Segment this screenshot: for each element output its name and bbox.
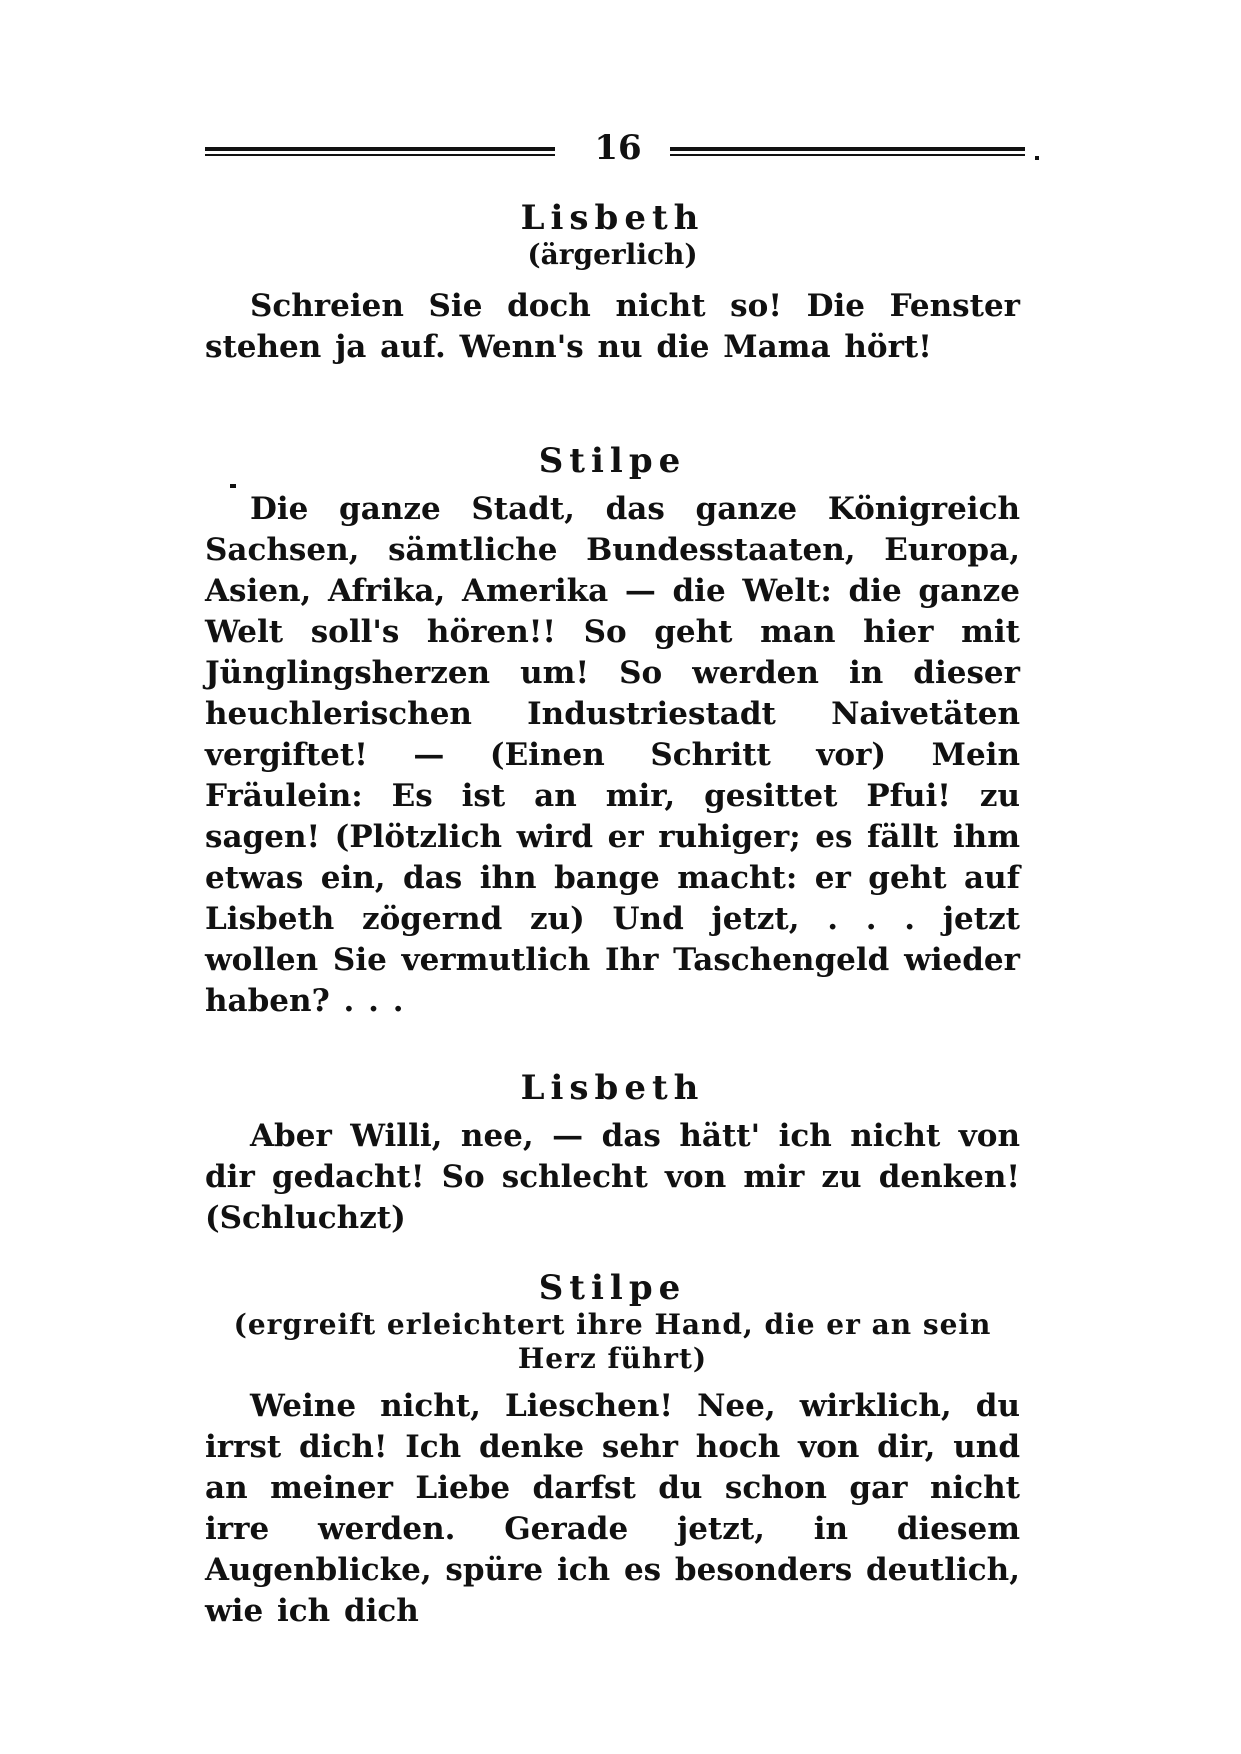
header-rule-right — [670, 147, 1025, 151]
dialogue-text: Schreien Sie doch nicht so! Die Fenster stehen ja auf. Wenn's nu die Mama hört! — [205, 288, 1020, 365]
speaker-name: Lisbeth — [520, 1068, 705, 1108]
speaker-name: Stilpe — [538, 441, 687, 481]
dialogue-text: Weine nicht, Lieschen! Nee, wirklich, du irrst dich! Ich denke sehr hoch von dir, und an meiner Liebe darfst du schon gar nicht irre werden. Gerade jetzt, in diesem Augenblicke, spüre ich es besonders deutlich, wie ich dich — [205, 1388, 1020, 1629]
speaker-name: Stilpe — [538, 1268, 687, 1308]
dialogue-block-stilpe-1 — [205, 441, 1020, 1022]
dialogue-text: Die ganze Stadt, das ganze Königreich Sachsen, sämtliche Bundesstaaten, Europa, Asien, Afrika, Amerika — die Welt: die ganze Welt soll's hören!! So geht man hier mit Jünglingsherzen um! So werden in dieser heuchlerischen Industriestadt Naivetäten vergiftet! — (Einen Schritt vor) Mein Fräulein: Es ist an mir, gesittet Pfui! zu sagen! (Plötzlich wird er ruhiger; es fällt ihm etwas ein, das ihn bange macht: er geht auf Lisbeth zögernd zu) Und jetzt, . . . jetzt wollen Sie vermutlich Ihr Taschengeld wieder haben? . . . — [205, 491, 1020, 1019]
dialogue-text: Aber Willi, nee, — das hätt' ich nicht von dir gedacht! So schlecht von mir zu denken! (Schluchzt) — [205, 1118, 1020, 1236]
dialogue-block-stilpe-2 — [205, 1268, 1020, 1632]
dialogue-block-lisbeth-2 — [205, 1068, 1020, 1239]
stage-direction: (ärgerlich) — [527, 238, 698, 271]
stage-direction: (ergreift erleichtert ihre Hand, die er an sein Herz führt) — [233, 1308, 992, 1375]
header-dot — [1035, 156, 1039, 160]
page-header — [205, 128, 1035, 172]
speaker-name: Lisbeth — [520, 198, 705, 238]
header-rule-left — [205, 147, 555, 151]
dialogue-block-lisbeth-1 — [205, 198, 1020, 368]
page-number: 16 — [594, 128, 642, 168]
